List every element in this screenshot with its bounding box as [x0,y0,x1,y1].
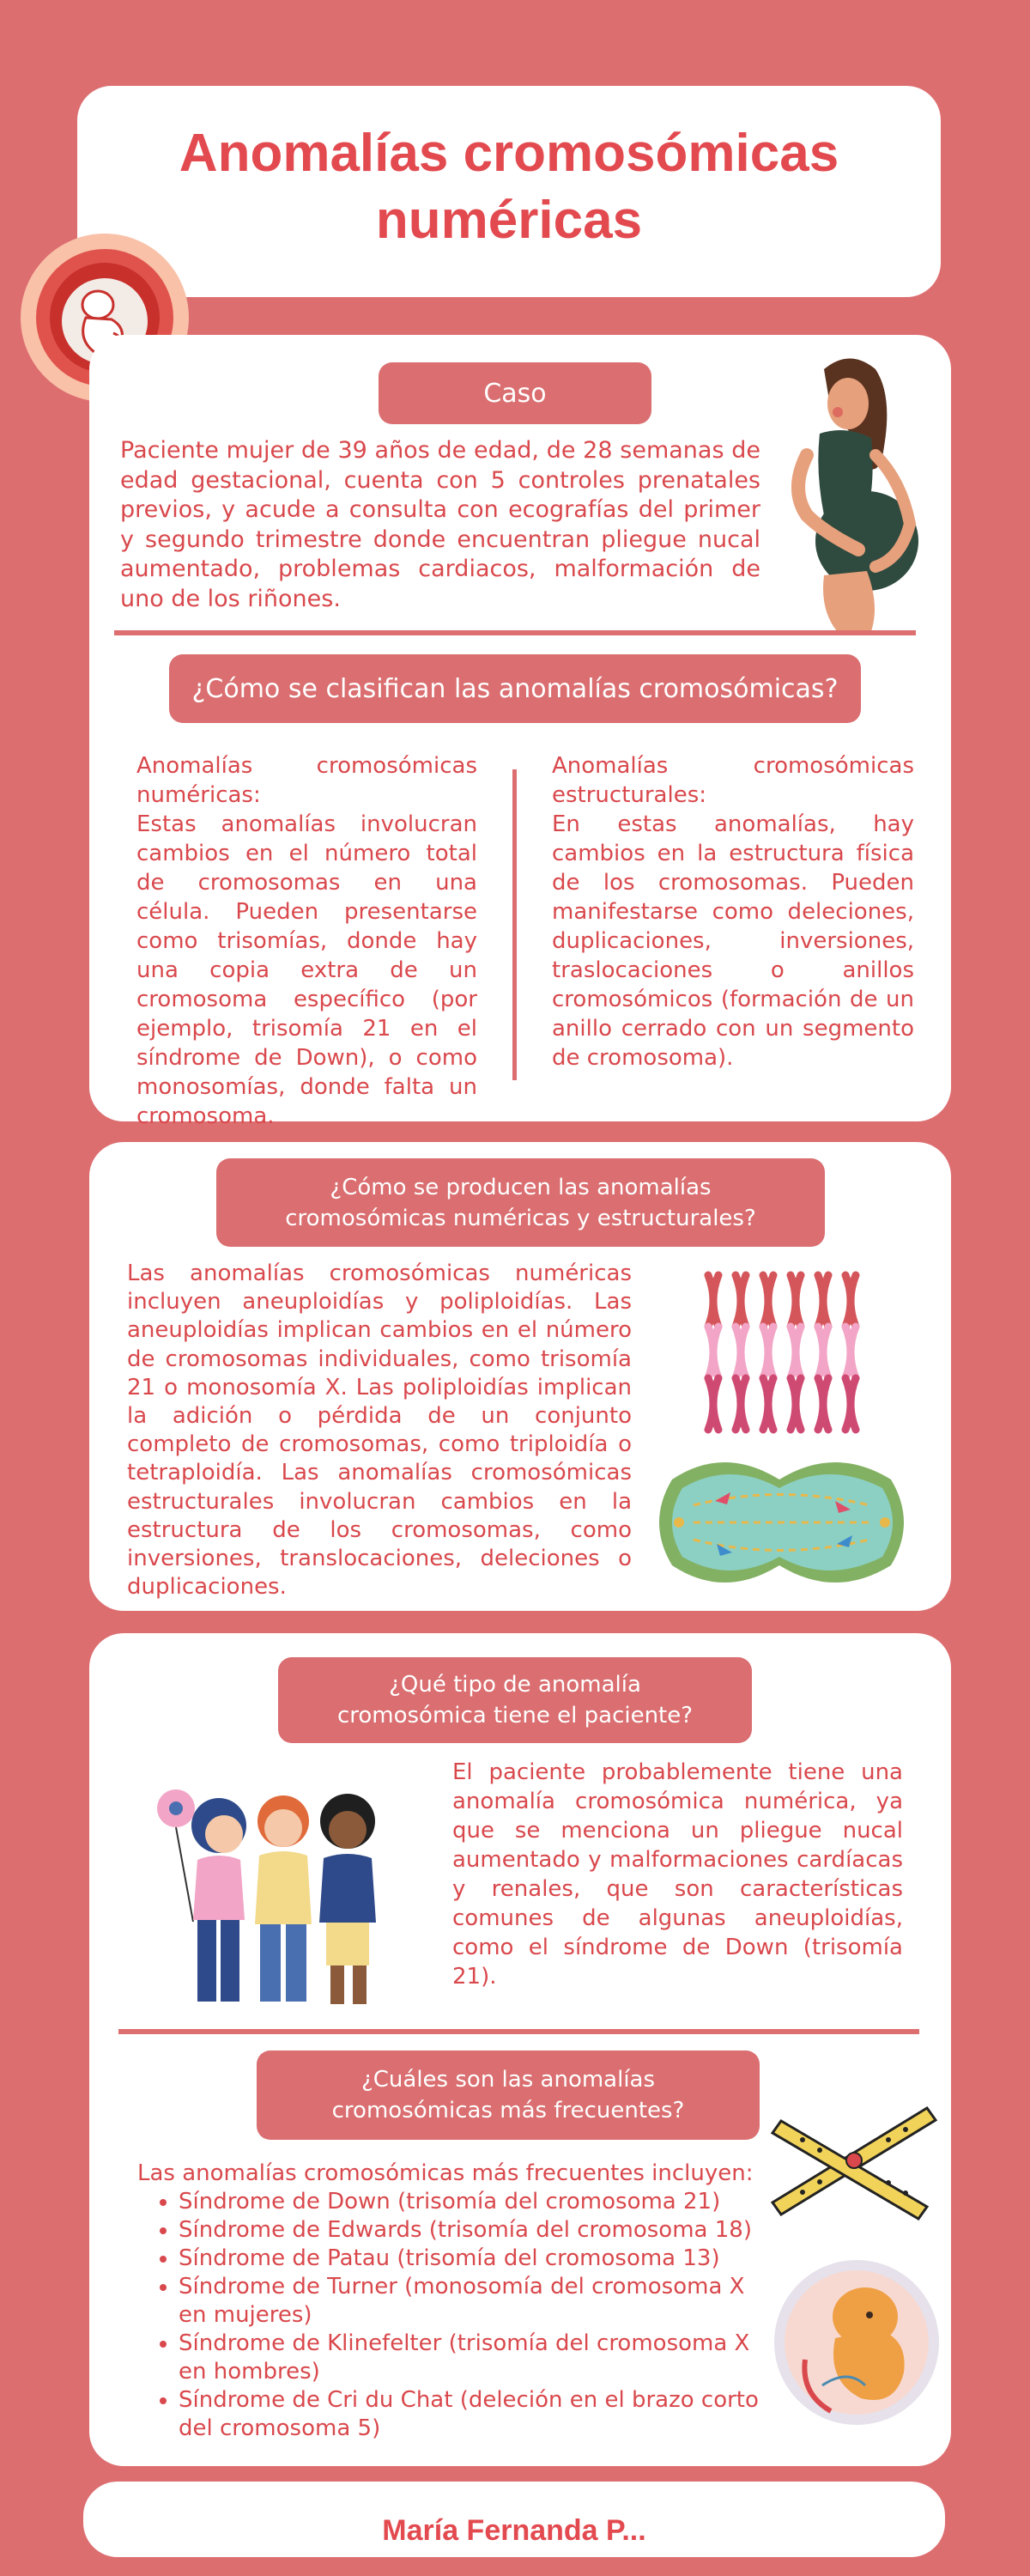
pregnant-woman-illustration [772,352,927,635]
chromosomes-illustration [700,1271,871,1434]
caso-divider [114,630,916,635]
caso-label: Caso [379,362,651,424]
right-text: En estas anomalías, hay cambios en la estructura física de los cromosomas. Pueden manifestarse como deleciones, duplicaciones, inversiones, traslocaciones o anillos cromosómicos (formación de un anillo cerrado con un segmento de cromosoma). [552,811,914,1071]
frecuentes-list [137,2160,764,2443]
fetus-illustration [771,2257,942,2428]
tipo-question: ¿Qué tipo de anomalía cromosómica tiene el paciente? [278,1657,752,1743]
children-illustration [150,1774,408,2010]
tipo-divider [118,2029,919,2034]
frecuentes-intro: Las anomalías cromosómicas más frecuentes incluyen: [137,2160,754,2186]
left-text: Estas anomalías involucran cambios en el número total de cromosomas en una célula. Pueden presentarse como trisomías, donde hay una copia extra de un cromosoma específico (por ejemplo, trisomía 21 en el síndrome de Down), o como monosomías, donde falta un cromosoma. [136,811,477,1129]
caso-text: Paciente mujer de 39 años de edad, de 28 semanas de edad gestacional, cuenta con 5 controles prenatales previos, y acude a consulta con ecografías del primer y segundo trimestre donde encuentran pliegue nucal aumentado, problemas cardiacos, malformación de uno de los riñones. [120,437,760,612]
list-item: • Síndrome de Patau (trisomía del cromosoma 13) [179,2245,764,2273]
chromosome-x-illustration [764,2087,944,2233]
list-item: • Síndrome de Turner (monosomía del cromosoma X en mujeres) [179,2273,764,2330]
list-item: • Síndrome de Cri du Chat (deleción en el brazo corto del cromosoma 5) [179,2386,764,2443]
footer-card [83,2482,945,2557]
cell-division-illustration [655,1454,908,1591]
list-item: • Síndrome de Edwards (trisomía del cromosoma 18) [179,2216,764,2245]
title-card [77,86,941,297]
right-heading: Anomalías cromosómicas estructurales: [552,753,914,808]
list-item: • Síndrome de Down (trisomía del cromosoma 21) [179,2188,764,2216]
left-heading: Anomalías cromosómicas numéricas: [136,753,477,808]
anomalies-list [137,2188,764,2443]
clasificacion-left [136,751,477,1131]
clasificacion-right [552,751,914,1072]
clasificacion-question: ¿Cómo se clasifican las anomalías cromosómicas? [169,654,861,723]
author-name: María Fernanda P... [382,2514,646,2547]
produccion-text: Las anomalías cromosómicas numéricas incluyen aneuploidías y poliploidías. Las aneuploidías implican cambios en el número de cromosomas individuales, como trisomía 21 o monosomía X. Las poliploidías implican la adición o pérdida de un conjunto completo de cromosomas, como triploidía o tetraploidía. Las anomalías cromosómicas estructurales involucran cambios en la estructura de los cromosomas, como inversiones, translocaciones, deleciones o duplicaciones. [127,1261,632,1601]
produccion-question: ¿Cómo se producen las anomalías cromosómicas numéricas y estructurales? [216,1158,825,1247]
column-divider [512,769,517,1080]
page-title: Anomalías cromosómicas numéricas [179,124,839,250]
list-item: • Síndrome de Klinefelter (trisomía del cromosoma X en hombres) [179,2330,764,2386]
frecuentes-question: ¿Cuáles son las anomalías cromosómicas más frecuentes? [257,2050,760,2140]
tipo-text: El paciente probablemente tiene una anomalía cromosómica numérica, ya que se menciona un pliegue nucal aumentado y malformaciones cardíacas y renales, que son características comunes de algunas aneuploidías, como el síndrome de Down (trisomía 21). [452,1759,903,1990]
